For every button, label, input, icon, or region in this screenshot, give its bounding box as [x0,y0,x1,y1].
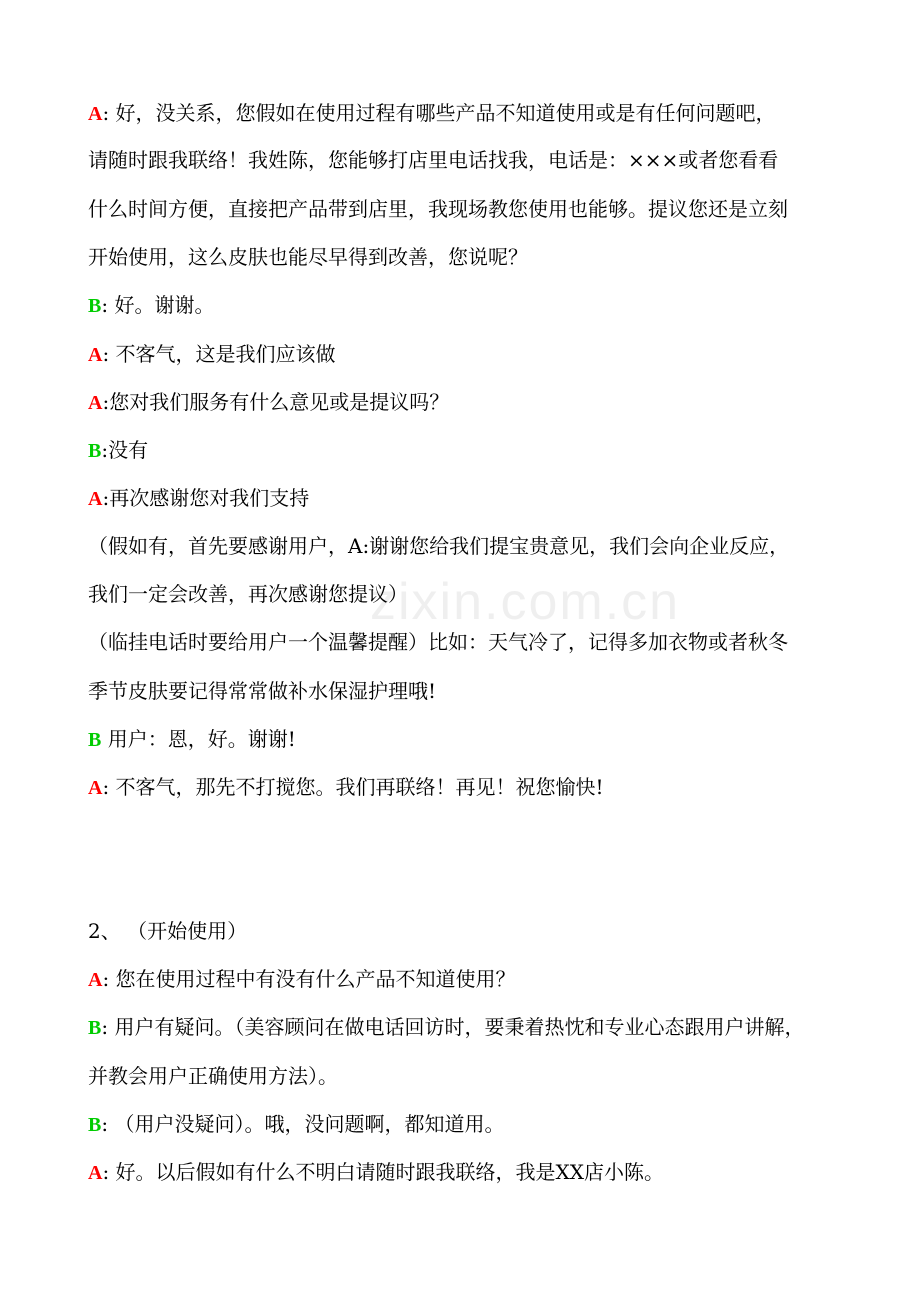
line-text: : 不客气，那先不打搅您。我们再联络！再见！祝您愉快! [102,775,604,799]
dialogue-line [88,438,148,463]
speaker-b-label: B [88,295,102,317]
line-text: 请随时跟我联络！我姓陈，您能够打店里电话找我，电话是：×××或者您看看 [88,148,779,172]
dialogue-line [88,727,296,752]
note-line [88,630,788,654]
line-text: : 好，没关系，您假如在使用过程有哪些产品不知道使用或是有任何问题吧， [102,101,776,125]
line-text: 2、 （开始使用） [88,919,248,943]
speaker-a-label: A [88,488,103,510]
note-line [88,582,408,606]
dialogue-line [88,293,214,318]
dialogue-line [88,775,604,800]
line-text: 季节皮肤要记得常常做补水保湿护理哦! [88,679,437,703]
speaker-b-label: B [88,1114,102,1136]
dialogue-line [88,148,778,172]
line-text: :没有 [101,438,149,462]
line-text: 用户：恩，好。谢谢! [101,727,296,751]
speaker-a-label: A [88,344,103,366]
speaker-b-label: B [88,1017,102,1039]
section-heading [88,919,247,943]
dialogue-line [88,486,309,511]
line-text: 开始使用，这么皮肤也能尽早得到改善，您说呢？ [88,245,528,269]
line-text: : 不客气，这是我们应该做 [102,342,336,366]
dialogue-line [88,1160,664,1185]
dialogue-line [88,342,336,367]
dialogue-line [88,390,449,415]
speaker-a-label: A [88,1162,103,1184]
line-text: : 您在使用过程中有没有什么产品不知道使用？ [102,967,516,991]
dialogue-line [88,1015,804,1040]
speaker-a-label: A [88,969,103,991]
note-line [88,534,789,558]
dialogue-line [88,1112,504,1137]
line-text: 并教会用户正确使用方法）。 [88,1064,338,1088]
dialogue-line [88,197,788,221]
line-text: :您对我们服务有什么意见或是提议吗？ [102,390,450,414]
dialogue-line [88,101,776,126]
speaker-a-label: A [88,777,103,799]
line-text: : 用户有疑问。（美容顾问在做电话回访时，要秉着热忱和专业心态跟用户讲解， [101,1015,805,1039]
line-text: 我们一定会改善，再次感谢您提议） [88,582,408,606]
note-line [88,679,436,703]
speaker-b-label: B [88,440,102,462]
line-text: : 好。谢谢。 [101,293,215,317]
watermark: zixin.com.cn [370,573,681,631]
line-text: : 好。以后假如有什么不明白请随时跟我联络，我是XX店小陈。 [102,1160,665,1184]
speaker-b-label: B [88,729,102,751]
speaker-a-label: A [88,103,103,125]
line-text: （临挂电话时要给用户一个温馨提醒）比如：天气冷了，记得多加衣物或者秋冬 [88,630,788,654]
line-text: 什么时间方便，直接把产品带到店里，我现场教您使用也能够。提议您还是立刻 [88,197,788,221]
line-text: :再次感谢您对我们支持 [102,486,310,510]
line-text: : （用户没疑问）。哦，没问题啊，都知道用。 [101,1112,505,1136]
dialogue-line [88,967,516,992]
speaker-a-label: A [88,392,103,414]
dialogue-line [88,1064,338,1088]
line-text: （假如有，首先要感谢用户，A:谢谢您给我们提宝贵意见，我们会向企业反应， [88,534,790,558]
dialogue-line [88,245,528,269]
